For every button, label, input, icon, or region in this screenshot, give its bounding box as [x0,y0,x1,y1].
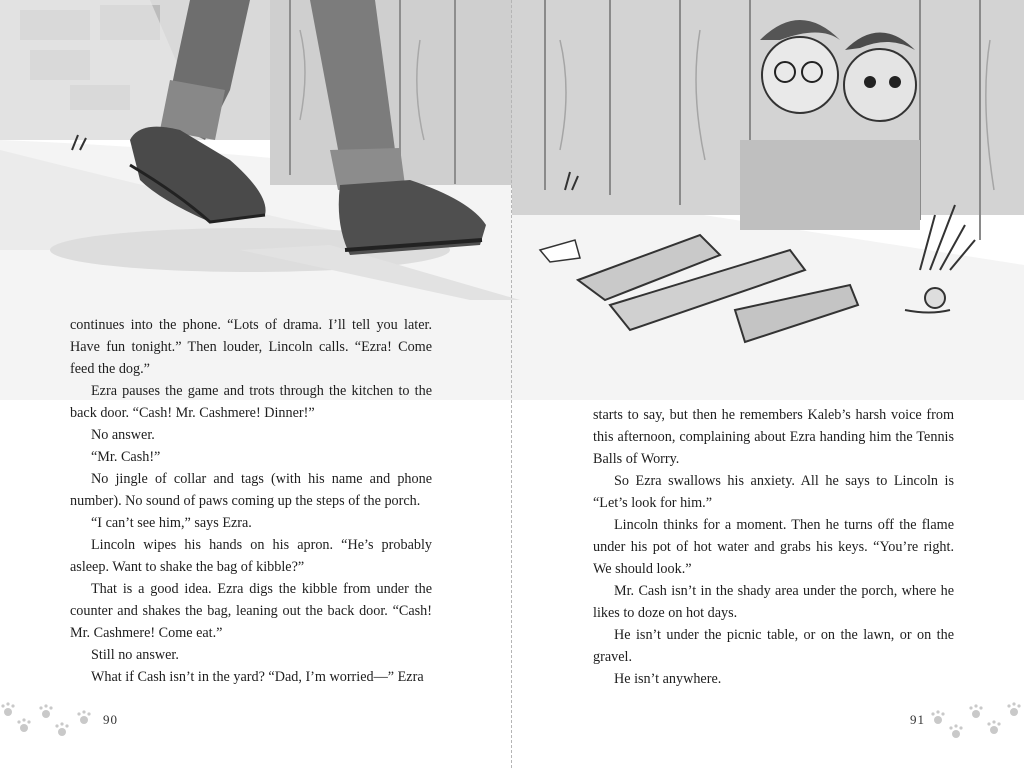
paragraph: Lincoln thinks for a moment. Then he turns off the flame under his pot of hot water and grabs his keys. “You’re right. We should look.” [593,517,954,577]
paragraph: No jingle of collar and tags (with his name and phone number). No sound of paws coming up the steps of the porch. [70,471,432,509]
paw-prints-left-icon [0,700,100,744]
page-gutter [511,0,512,768]
paragraph: He isn’t anywhere. [614,671,722,687]
paragraph: “Mr. Cash!” [91,449,161,465]
paw-prints-right-icon [928,700,1024,744]
paragraph: Still no answer. [91,647,179,663]
paragraph: Lincoln wipes his hands on his apron. “He’s probably asleep. Want to shake the bag of kibble?” [70,537,432,575]
paragraph: No answer. [91,427,155,443]
page-number-left: 90 [103,712,118,727]
paragraph: That is a good idea. Ezra digs the kibble from under the counter and shakes the bag, leaning out the back door. “Cash! Mr. Cashmere! Come eat.” [70,581,432,641]
paragraph: continues into the phone. “Lots of drama. I’ll tell you later. Have fun tonight.” Then louder, Lincoln calls. “Ezra! Come feed the dog.” [70,317,432,377]
left-page-text [70,314,432,688]
paragraph: “I can’t see him,” says Ezra. [91,515,252,531]
page-number-right: 91 [910,712,925,727]
paragraph: He isn’t under the picnic table, or on the lawn, or on the gravel. [593,627,954,665]
paragraph: starts to say, but then he remembers Kaleb’s harsh voice from this afternoon, complaining about Ezra handing him the Tennis Balls of Worry. [593,407,954,467]
right-page-text [593,404,954,690]
paragraph: So Ezra swallows his anxiety. All he says to Lincoln is “Let’s look for him.” [593,473,954,511]
paragraph: Ezra pauses the game and trots through the kitchen to the back door. “Cash! Mr. Cashmere! Dinner!” [70,383,432,421]
paragraph: Mr. Cash isn’t in the shady area under the porch, where he likes to doze on hot days. [593,583,954,621]
paragraph: What if Cash isn’t in the yard? “Dad, I’m worried—” Ezra [91,669,424,685]
